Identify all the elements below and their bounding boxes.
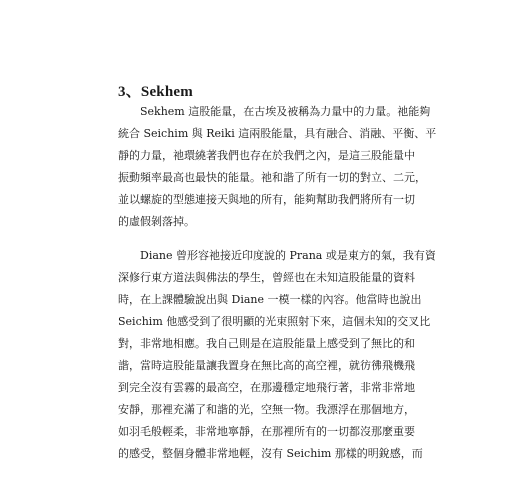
paragraph-line: 安靜，那裡充滿了和諧的光，空無一物。我漂浮在那個地方， (118, 403, 415, 416)
paragraph-line: 統合 Seichim 與 Reiki 這兩股能量，具有融合、消融、平衡、平 (118, 127, 437, 140)
paragraph-line: 靜的力量，祂環繞著我們也存在於我們之內，是這三股能量中 (118, 149, 415, 162)
paragraph-line: 深修行東方道法與佛法的學生，曾經也在未知這股能量的資料 (118, 271, 415, 284)
paragraph-line: Sekhem 這股能量，在古埃及被稱為力量中的力量。祂能夠 (118, 105, 431, 118)
paragraph-line: 的虛假剝落掉。 (118, 215, 195, 228)
paragraph-line: 振動頻率最高也最快的能量。祂和諧了所有一切的對立、二元， (118, 171, 426, 184)
paragraph-line: 如羽毛般輕柔，非常地寧靜，在那裡所有的一切都沒那麼重要 (118, 425, 415, 438)
paragraph-diane-description (118, 245, 436, 465)
paragraph-line: Diane 曾形容祂接近印度說的 Prana 或是東方的氣，我有資 (118, 249, 436, 262)
paragraph-line: 對，非常地相應。我自己則是在這股能量上感受到了無比的和 (118, 337, 415, 350)
paragraph-line: 並以螺旋的型態連接天與地的所有，能夠幫助我們將所有一切 (118, 193, 415, 206)
paragraph-line: 的感受，整個身體非常地輕，沒有 Seichim 那樣的明銳感，而 (118, 447, 423, 460)
paragraph-line: 諧，當時這股能量讓我置身在無比高的高空裡，就彷彿飛機飛 (118, 359, 415, 372)
paragraph-line: Seichim 他感受到了很明顯的光束照射下來，這個未知的交叉比 (118, 315, 431, 328)
paragraph-sekhem-intro (118, 101, 437, 233)
section-heading: 3、Sekhem (118, 84, 193, 100)
paragraph-line: 時，在上課體驗說出與 Diane 一模一樣的內容。他當時也說出 (118, 293, 422, 306)
paragraph-line: 到完全沒有雲霧的最高空，在那邊穩定地飛行著，非常非常地 (118, 381, 415, 394)
